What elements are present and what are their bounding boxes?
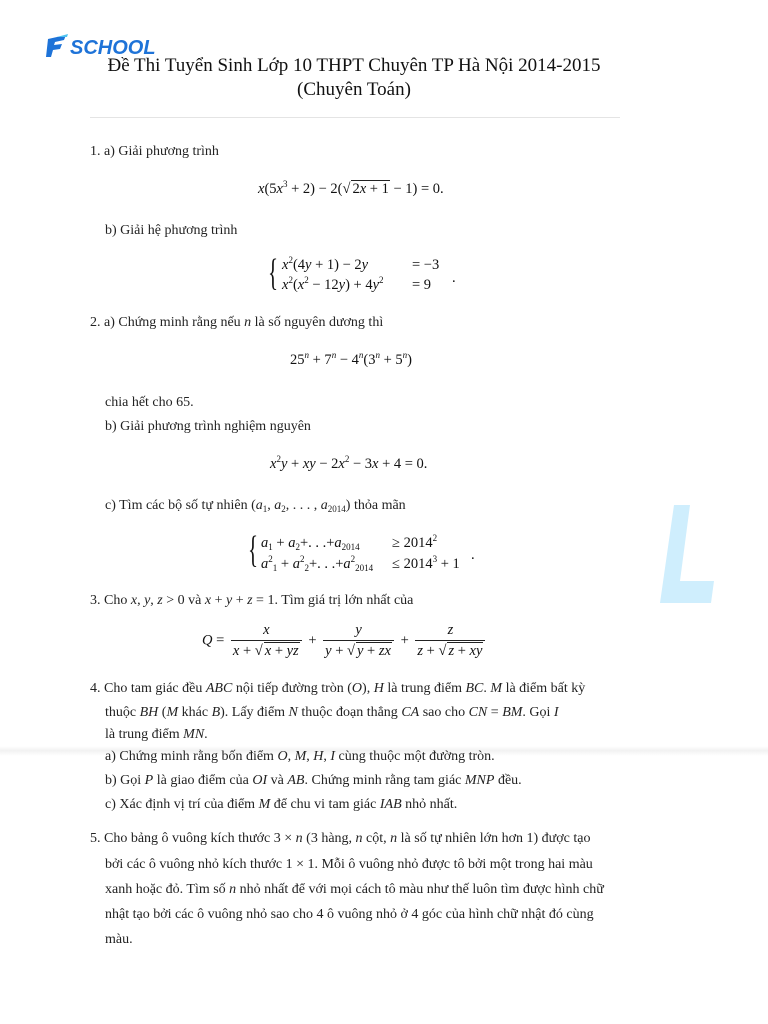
q5-line2: bởi các ô vuông nhỏ kích thước 1 × 1. Mỗi ô vuông nhỏ được tô bởi một trong hai màu	[105, 857, 593, 872]
watermark-logo	[656, 505, 714, 605]
q1-b-period: .	[452, 270, 456, 286]
header-divider	[90, 117, 620, 118]
q4-c: c) Xác định vị trí của điểm M để chu vi tam giác IAB nhỏ nhất.	[105, 797, 458, 812]
page-title: Đề Thi Tuyển Sinh Lớp 10 THPT Chuyên TP Hà Nội 2014-2015	[107, 55, 601, 76]
q1-a-label: 1. a) Giải phương trình	[90, 144, 219, 159]
q2-c-period: .	[471, 547, 475, 563]
q1-a-equation: $x(5x^3 + 2) - 2(√$ 2x + 1 − 1) = 0.	[258, 179, 444, 197]
q1-b-label: b) Giải hệ phương trình	[105, 223, 238, 238]
q1-b-line1-left: $x^2(4y + 1) - 2y$	[282, 255, 369, 273]
q5-line3: xanh hoặc đỏ. Tìm số n nhỏ nhất để với mọi cách tô màu như thế luôn tìm được hình chữ	[105, 882, 604, 897]
q2-a-label: 2. a) Chứng minh rằng nếu n là số nguyên dương thì	[90, 315, 384, 330]
q4-line3: là trung điểm MN.	[105, 727, 208, 742]
q2-c-brace: {	[248, 529, 259, 571]
q1-b-brace: {	[268, 252, 279, 294]
q3-expression: Q = $\frac{x}{x + √ x + yz}$ + $\frac{y}{y + √ y + zx}$ + $\frac{z}{z + √ z + xy}$	[202, 622, 488, 660]
q3-fraction-x: $\frac{x}{x + √ x + yz}$	[231, 622, 302, 660]
q5-line1: 5. Cho bảng ô vuông kích thước 3 × n (3 hàng, n cột, n là số tự nhiên lớn hơn 1) được tạo	[90, 831, 591, 846]
q5-line5: màu.	[105, 932, 133, 947]
q4-a: a) Chứng minh rằng bốn điểm O, M, H, I cùng thuộc một đường tròn.	[105, 749, 495, 764]
q1-b-line1-right: = −3	[412, 257, 440, 273]
q2-c-line2-left: $a^2_1 + a^2_2+$. . $.+a^2_{2014}$	[261, 554, 374, 573]
q3-Q-label: Q	[202, 632, 213, 649]
q4-line1: 4. Cho tam giác đều ABC nội tiếp đường tròn (O), H là trung điểm BC. M là điểm bất kỳ	[90, 681, 586, 696]
q3-label: 3. Cho x, y, z > 0 và x + y + z = 1. Tìm giá trị lớn nhất của	[90, 593, 414, 608]
q2-c-line1-right: ≥ $2014^2$	[392, 533, 438, 551]
q2-c-line1-left: $a_1 + a_2+$. . $.+a_{2014}$	[261, 535, 360, 552]
q2-c-label: c) Tìm các bộ số tự nhiên ($a_1$, $a_2$, . . . , $a_{2014}$) thỏa mãn	[105, 498, 406, 514]
q3-fraction-y: $\frac{y}{y + √ y + zx}$	[323, 622, 394, 660]
q2-a-expression: $25^n + 7^n - 4^n(3^n + 5^n)$	[290, 350, 412, 368]
logo-text: SCHOOL	[70, 37, 156, 59]
q4-b: b) Gọi P là giao điểm của OI và AB. Chứng minh rằng tam giác MNP đều.	[105, 773, 522, 788]
q3-fraction-z: $\frac{z}{z + √ z + xy}$	[415, 622, 485, 660]
q1-b-line2-left: $x^2(x^2 - 12y) + 4y^2$	[282, 275, 384, 293]
q1-b-line2-right: = 9	[412, 277, 432, 293]
q2-b-label: b) Giải phương trình nghiệm nguyên	[105, 419, 311, 434]
page-subtitle: (Chuyên Toán)	[297, 79, 411, 100]
q4-line2: thuộc BH (M khác B). Lấy điểm N thuộc đoạn thẳng CA sao cho CN = BM. Gọi I	[105, 705, 559, 720]
q2-a-after: chia hết cho 65.	[105, 395, 194, 410]
q5-line4: nhật tạo bởi các ô vuông nhỏ sao cho 4 ô vuông nhỏ ở 4 góc của hình chữ nhật đó cùng	[105, 907, 594, 922]
q2-c-line2-right: ≤ $2014^3 + 1$	[392, 554, 460, 572]
q2-b-equation: $x^2y$ + xy − $2x^2 - 3x + 4 = 0$.	[270, 454, 428, 472]
